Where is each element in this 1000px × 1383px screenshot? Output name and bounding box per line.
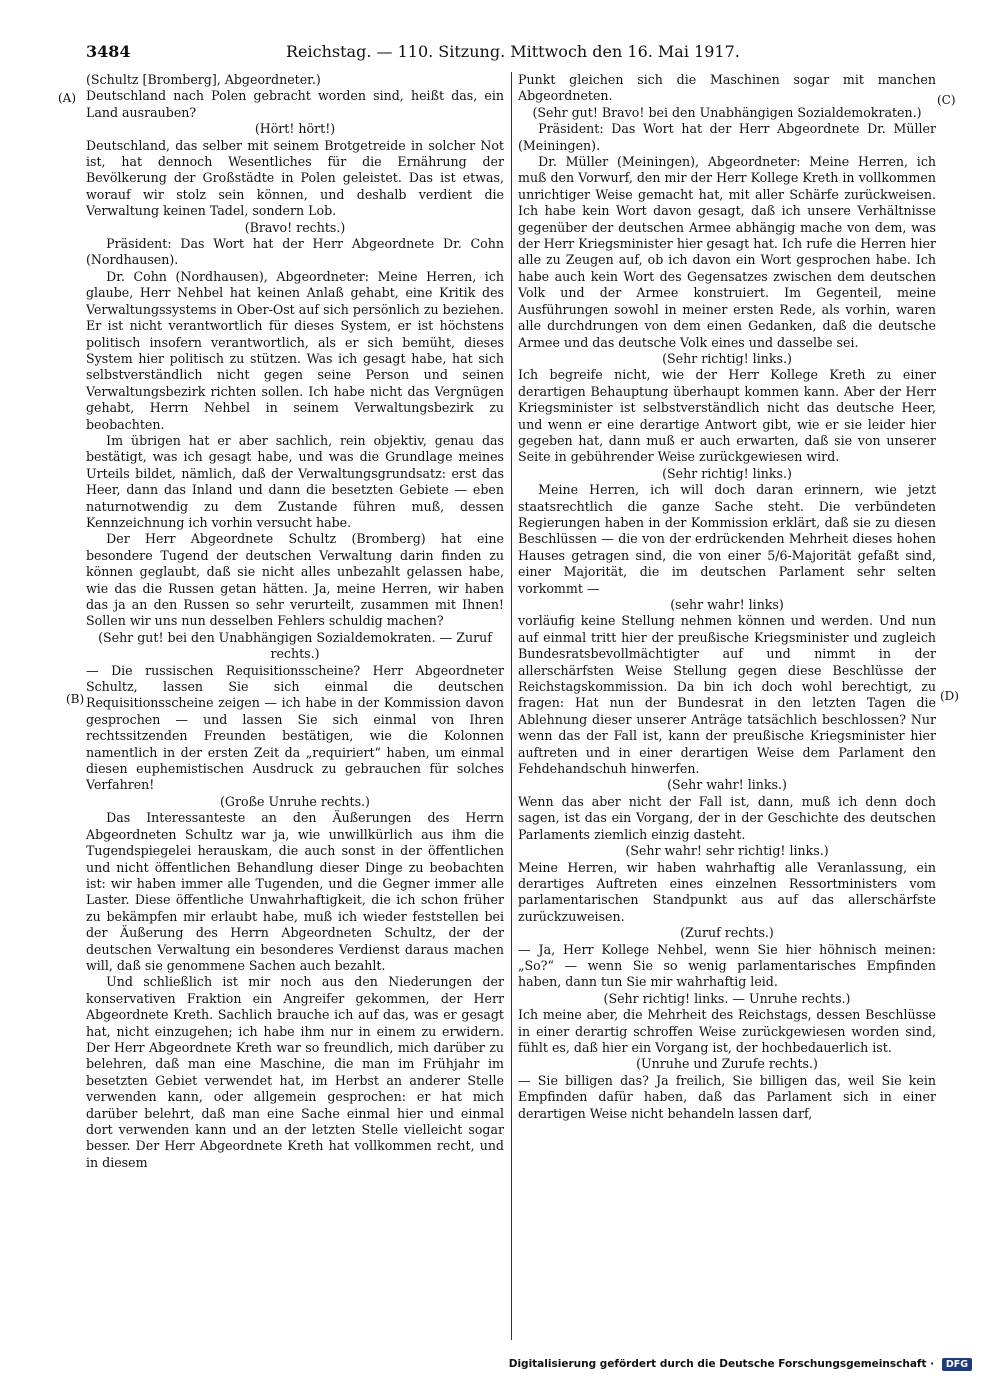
page-number: 3484 — [86, 42, 131, 61]
paragraph: — Die russischen Requisitionsscheine? Herr Abgeordneter Schultz, lassen Sie sich einmal die deutschen Requisitionsscheine zeigen — ich habe in der Kommission davon gesprochen — und lassen Sie sich einmal von Ihren rechtssitzenden Freunden bestätigen, wie die Kolonnen namentlich in der ersten Zeit da „requiriert“ haben, um einmal diesen euphemistischen Ausdruck zu gebrauchen für solches Verfahren! — [86, 662, 504, 793]
paragraph: Und schließlich ist mir noch aus den Niederungen der konservativen Fraktion ein Angreifer gekommen, der Herr Abgeordnete Kreth. Sachlich brauche ich auf das, was er gesagt hat, nicht einzugehen; ich habe ihm nur in einem zu erwidern. Der Herr Abgeordnete Kreth war so freundlich, mich darüber zu belehren, daß man eine Maschine, die man im Frühjahr im besetzten Gebiet verwendet hat, im Herbst an anderer Stelle verwenden kann, oder allgemein gesprochen: er hat mich darüber belehrt, daß man eine Sache einmal hier und einmal dort verwenden kann und an der letzten Stelle vielleicht sogar besser. Der Herr Abgeordnete Kreth hat vollkommen recht, und in diesem — [86, 974, 504, 1170]
paragraph: Deutschland, das selber mit seinem Brotgetreide in solcher Not ist, hat dennoch Wesentliches für die Ernährung der Bevölkerung der Großstädte in Polen geleistet. Das ist etwas, worauf wir stolz sein können, und deshalb verdient die Verwaltung keinen Tadel, sondern Lob. — [86, 137, 504, 219]
paragraph: (Zuruf rechts.) — [680, 925, 774, 941]
paragraph: vorläufig keine Stellung nehmen können und werden. Und nun auf einmal tritt hier der preußische Kriegsminister und zugleich Bundesratsbevollmächtigter auf und nimmt in der allerschärfsten Weise Stellung gegen diese Beschlüsse der Reichstagskommission. Da bin ich doch wohl berechtigt, zu fragen: Hat nun der Bundesrat in den letzten Tagen die Ablehnung dieser unserer Anträge tatsächlich beschlossen? Nur wenn das der Fall ist, kann der preußische Kriegsminister hier auftreten und in einer derartigen Weise dem Parlament den Fehdehandschuh hinwerfen. — [518, 613, 936, 777]
margin-marker-a: (A) — [58, 91, 77, 105]
paragraph: Ich meine aber, die Mehrheit des Reichstags, dessen Beschlüsse in einer derartig schroffen Weise zurückgewiesen worden sind, fühlt es, daß hier ein Vorgang ist, der hochbedauerlich ist. — [518, 1007, 936, 1055]
paragraph: Ich begreife nicht, wie der Herr Kollege Kreth zu einer derartigen Behauptung überhaupt kommen kann. Aber der Herr Kriegsminister ist selbstverständlich nicht das deutsche Heer, und wenn er eine derartige Antwort gibt, wie er sie leider hier gegeben hat, dann muß er auch erwarten, daß sie von unserer Seite in gebührender Weise zurückgewiesen wird. — [518, 367, 936, 465]
paragraph: Punkt gleichen sich die Maschinen sogar mit manchen Abgeordneten. — [518, 72, 936, 104]
right-column — [518, 72, 936, 1122]
paragraph: Der Herr Abgeordnete Schultz (Bromberg) hat eine besondere Tugend der deutschen Verwaltung darin finden zu können geglaubt, daß sie nicht alles unbezahlt gelassen habe, wie das die Russen getan hätten. Ja, meine Herren, wir haben das ja an den Russen so sehr verurteilt, zusammen mit Ihnen! Sollen wir uns nun desselben Fehlers schuldig machen? — [86, 531, 504, 629]
paragraph: Meine Herren, wir haben wahrhaftig alle Veranlassung, ein derartiges Auftreten eines einzelnen Ressortministers vom parlamentarischen Standpunkt aus auf das allerschärfste zurückzuweisen. — [518, 859, 936, 924]
paragraph: Im übrigen hat er aber sachlich, rein objektiv, genau das bestätigt, was ich gesagt habe, und was die Grundlage meines Urteils bildet, nämlich, daß der Verwaltungsgrundsatz: erst das Heer, dann das Inland und dann die besetzten Gebiete — eben naturnotwendig zu dem Zustande führen muß, dessen Kennzeichnung ich vorhin versucht habe. — [86, 432, 504, 530]
paragraph: (Sehr wahr! sehr richtig! links.) — [625, 843, 829, 859]
paragraph: (Sehr gut! Bravo! bei den Unabhängigen Sozialdemokraten.) — [532, 104, 922, 120]
paragraph: Das Interessanteste an den Äußerungen des Herrn Abgeordneten Schultz war ja, wie unwillkürlich aus ihm die Tugendspiegelei herauskam, die auch sonst in der öffentlichen und nicht öffentlichen Behandlung dieser Dinge zu beobachten ist: wir haben immer alle Tugenden, und die Gegner immer alle Laster. Diese öffentliche Unwahrhaftigkeit, die ich schon früher zu bekämpfen mir erlaubt habe, muß ich wieder feststellen bei der Äußerung des Herrn Abgeordneten Schultz, der der deutschen Verwaltung ein besonderes Verdienst daraus machen will, daß sie genommene Sachen auch bezahlt. — [86, 810, 504, 973]
paragraph: (Hört! hört!) — [254, 121, 336, 137]
paragraph: Deutschland nach Polen gebracht worden sind, heißt das, ein Land ausrauben? — [86, 88, 504, 120]
paragraph: Dr. Müller (Meiningen), Abgeordneter: Meine Herren, ich muß den Vorwurf, den mir der Herr Kollege Kreth in vollkommen unrichtiger Weise gemacht hat, mit aller Schärfe zurückweisen. Ich habe kein Wort davon gesagt, daß ich unsere Verhältnisse gegenüber der deutschen Armee abhängig mache von dem, was der Herr Kriegsminister hier gesagt hat. Ich rufe die Herren hier alle zu Zeugen auf, ob ich davon ein Wort gesprochen habe. Ich habe auch kein Wort des Gegensatzes zwischen dem deutschen Volk und der Armee konstruiert. Im Gegenteil, meine Ausführungen sowohl in meiner ersten Rede, als vorhin, waren alle durchdrungen von dem einen Gedanken, daß die deutsche Armee und das deutsche Volk eines und dasselbe sei. — [518, 154, 936, 350]
paragraph: (sehr wahr! links) — [670, 597, 784, 612]
paragraph: (Große Unruhe rechts.) — [220, 793, 370, 809]
footer-credit — [509, 1358, 972, 1371]
paragraph: (Sehr gut! bei den Unabhängigen Sozialdemokraten. — Zuruf rechts.) — [98, 629, 492, 662]
paragraph: (Sehr richtig! links. — Unruhe rechts.) — [603, 990, 851, 1006]
paragraph: (Schultz [Bromberg], Abgeordneter.) — [86, 72, 321, 87]
paragraph: (Sehr wahr! links.) — [667, 777, 787, 793]
paragraph: — Sie billigen das? Ja freilich, Sie billigen das, weil Sie kein Empfinden dafür haben, daß das Parlament sich in einer derartigen Weise nicht behandeln lassen darf, — [518, 1072, 936, 1121]
column-divider — [511, 72, 512, 1340]
paragraph: Wenn das aber nicht der Fall ist, dann, muß ich denn doch sagen, ist das ein Vorgang, der in der Geschichte des deutschen Parlaments ziemlich einzig dasteht. — [518, 793, 936, 842]
margin-marker-d: (D) — [940, 689, 959, 703]
paragraph: (Sehr richtig! links.) — [662, 465, 792, 481]
running-title: Reichstag. — 110. Sitzung. Mittwoch den 16. Mai 1917. — [286, 42, 740, 61]
paragraph: Dr. Cohn (Nordhausen), Abgeordneter: Meine Herren, ich glaube, Herr Nehbel hat keinen Anlaß gehabt, eine Kritik des Verwaltungssystems in Ober-Ost auf sich persönlich zu beziehen. Er ist nicht verantwortlich für dieses System, er ist höchstens politisch insofern verantwortlich, als er sich bemüht, dieses System hier politisch zu stützen. Was ich gesagt habe, hat sich selbstverständlich nicht gegen seine Person und seinen Verwaltungsbezirk richten sollen. Ich habe nicht das Vergnügen gehabt, Herrn Nehbel in seinem Verwaltungsbezirk zu beobachten. — [86, 268, 504, 432]
paragraph: (Bravo! rechts.) — [244, 219, 346, 235]
paragraph: Meine Herren, ich will doch daran erinnern, wie jetzt staatsrechtlich die ganze Sache steht. Die verbündeten Regierungen haben in der Kommission erklärt, daß sie zu diesen Beschlüssen — die von der erdrückenden Mehrheit dieses hohen Hauses getragen sind, die von einer 5/6-Majorität gefaßt sind, einer Majorität, die im deutschen Parlament sehr selten vorkommt — — [518, 482, 936, 596]
paragraph: (Unruhe und Zurufe rechts.) — [636, 1056, 818, 1072]
dfg-logo: DFG — [942, 1358, 972, 1371]
paragraph: — Ja, Herr Kollege Nehbel, wenn Sie hier höhnisch meinen: „So?“ — wenn Sie so wenig parlamentarisches Empfinden haben, dann tun Sie mir wahrhaftig leid. — [518, 941, 936, 990]
page-header — [86, 40, 926, 66]
paragraph: Präsident: Das Wort hat der Herr Abgeordnete Dr. Müller (Meiningen). — [518, 121, 936, 153]
footer-text: Digitalisierung gefördert durch die Deutsche Forschungsgemeinschaft · — [508, 1358, 935, 1370]
paragraph: (Sehr richtig! links.) — [662, 350, 792, 366]
margin-marker-c: (C) — [937, 93, 956, 107]
left-column — [86, 72, 504, 1171]
paragraph: Präsident: Das Wort hat der Herr Abgeordnete Dr. Cohn (Nordhausen). — [86, 236, 504, 268]
margin-marker-b: (B) — [66, 692, 85, 706]
